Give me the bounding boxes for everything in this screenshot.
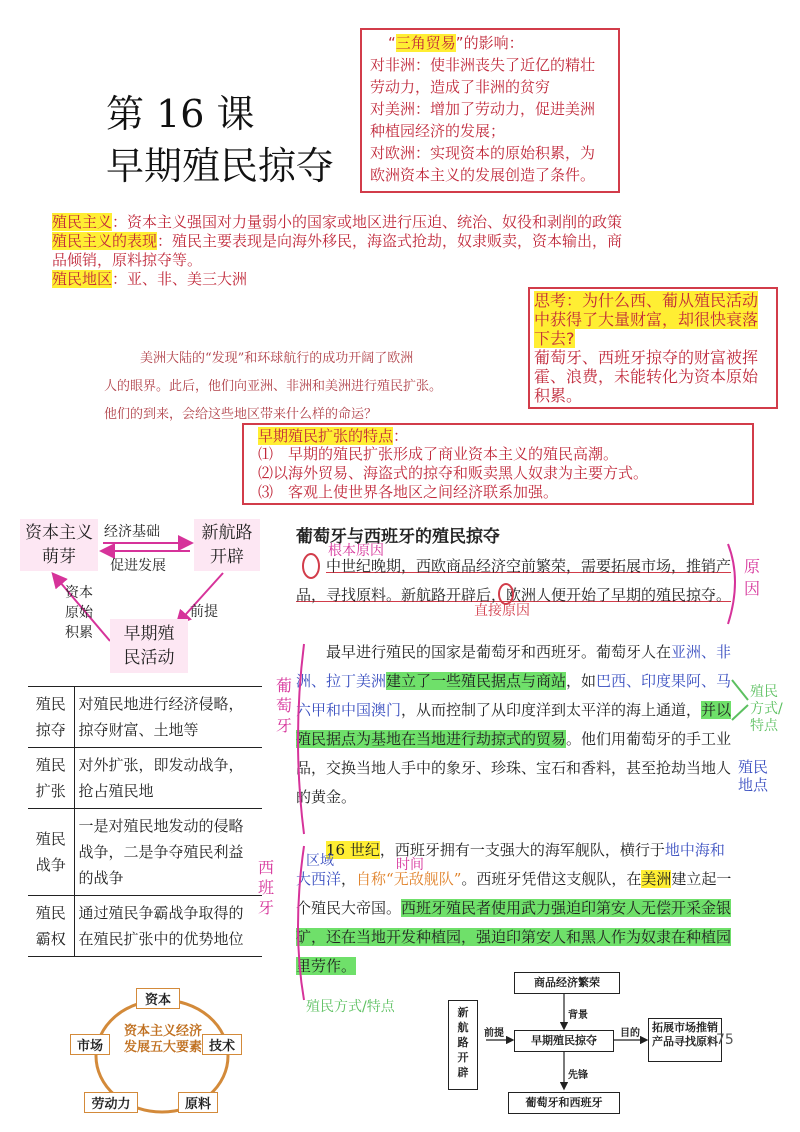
cycle-node-new-route <box>194 519 260 571</box>
impact-line: 种植园经济的发展； <box>370 122 506 140</box>
annotation-root-cause: 根本原因 <box>328 543 384 559</box>
impact-line: 对美洲：增加了劳动力，促进美洲 <box>370 100 596 118</box>
p3-time: 16 世纪 <box>326 841 380 859</box>
flow-center: 早期殖民掠夺 <box>514 1030 614 1052</box>
p2-highlight-outposts: 建立了一些殖民据点与商站 <box>386 672 567 690</box>
impact-line: 对欧洲：实现资本的原始积累，为 <box>370 144 596 162</box>
intro-line: 人的眼界。此后，他们向亚洲、非洲和美洲进行殖民扩张。 <box>104 379 443 394</box>
annotation-spain: 西班牙 <box>258 858 275 917</box>
intro-line: 他们的到来，会给这些地区带来什么样的命运？ <box>104 407 378 422</box>
p3-seas: 地中海和大西洋 <box>296 841 725 888</box>
table-desc: 通过殖民争霸战争取得的在殖民扩张中的优势地位 <box>74 896 262 957</box>
terms-table <box>28 686 262 957</box>
label-premise: 前提 <box>190 604 218 620</box>
definition-text: ：亚、非、美三大洲 <box>112 270 248 288</box>
factor-technology: 技术 <box>202 1034 242 1055</box>
cycle-node-capitalism <box>20 519 98 571</box>
think-question <box>534 291 772 348</box>
cycle-node-capitalism-label: 资本主义萌芽 <box>25 523 93 567</box>
page-number: 75 <box>716 1032 734 1048</box>
features-box <box>242 423 754 505</box>
p3-text-a: ，西班牙拥有一支强大的海军舰队，横行于 <box>379 841 665 859</box>
definition-text: ：殖民主要表现是向海外移民，海盗式抢劫，奴隶贩卖，资本输出，商 <box>157 232 623 250</box>
annotation-time: 时间 <box>396 857 424 873</box>
factors-center: 资本主义经济发展五大要素 <box>123 1024 202 1055</box>
think-box <box>528 287 778 409</box>
paragraph-2 <box>296 638 732 812</box>
method-mark <box>732 680 748 720</box>
features-heading-colon: ： <box>393 427 409 445</box>
factor-raw-materials: 原料 <box>178 1092 218 1113</box>
definition-term: 殖民主义的表现 <box>52 232 158 250</box>
definitions <box>52 213 772 289</box>
flow-right: 拓展市场推销产品寻找原料 <box>648 1018 722 1062</box>
definition-text: 品倾销，原料掠夺等。 <box>52 251 203 269</box>
definition-text: ：资本主义强国对力量弱小的国家或地区进行压迫、统治、奴役和剥削的政策 <box>112 213 623 231</box>
impact-heading-highlight: 三角贸易 <box>395 34 456 52</box>
definition-line <box>52 213 772 232</box>
annotation-region: 区域 <box>306 853 334 869</box>
impact-line: 欧洲资本主义的发展创造了条件。 <box>370 166 596 184</box>
section-heading: 葡萄牙与西班牙的殖民掠夺 <box>296 527 500 547</box>
flow-left <box>448 1000 478 1090</box>
flow-label-background: 背景 <box>568 1010 588 1021</box>
p3-fleet: 自称“无敌舰队” <box>356 870 462 888</box>
p2-text-f: 。他们用葡萄牙的手工业品，交换当地人手中的象牙、珍珠、宝石和香料，甚至抢劫当地人的黄金。 <box>296 730 732 806</box>
flow-left-label: 新航路开辟 <box>457 1006 469 1079</box>
cycle-node-colonial-label: 早期殖民活动 <box>123 624 175 668</box>
impact-heading-post: ”的影响： <box>455 34 524 52</box>
flow-bottom: 葡萄牙和西班牙 <box>508 1092 620 1114</box>
table-row <box>28 809 262 896</box>
impact-heading-pre: “ <box>388 34 396 52</box>
flow-label-purpose: 目的 <box>620 1028 640 1039</box>
p2-places-1: 亚洲、非洲、拉丁美洲 <box>296 643 732 690</box>
intro-paragraph <box>104 345 524 429</box>
annotation-cause: 原因 <box>744 557 761 598</box>
flow-top: 商品经济繁荣 <box>514 972 620 994</box>
feature-item: ⑶ 客观上使世界各地区之间经济联系加强。 <box>258 483 559 501</box>
annotation-colony-place: 殖民地点 <box>738 758 769 794</box>
features-heading-text: 早期殖民扩张的特点 <box>258 427 394 445</box>
label-economic-base: 经济基础 <box>104 524 160 540</box>
definition-line <box>52 251 772 270</box>
cycle-node-new-route-label: 新航路开辟 <box>201 523 253 567</box>
features-heading <box>258 427 738 445</box>
p3-text-d: 建立起一个殖民大帝国。 <box>296 870 732 917</box>
factor-market: 市场 <box>70 1034 110 1055</box>
p3-highlight-methods: 西班牙殖民者使用武力强迫印第安人无偿开采金银矿，还在当地开发种植园，强迫印第安人和黑人作为奴隶在种植园里劳作。 <box>296 899 732 975</box>
annotation-direct-cause: 直接原因 <box>474 603 530 619</box>
flow-chart <box>448 970 738 1120</box>
five-factors-diagram <box>66 986 256 1126</box>
feature-item: ⑵以海外贸易、海盗式的掠夺和贩卖黑人奴隶为主要方式。 <box>258 464 649 482</box>
table-term: 殖民霸权 <box>28 896 74 957</box>
flow-label-pioneer: 先锋 <box>568 1070 588 1081</box>
paragraph-3 <box>296 836 732 981</box>
paragraph-1-text: 中世纪晚期，西欧商品经济空前繁荣，需要拓展市场，推销产品，寻找原料。新航路开辟后，欧洲人便开始了早期的殖民掠夺。 <box>296 557 732 604</box>
flow-label-premise: 前提 <box>484 1028 504 1039</box>
p2-highlight-trade: 并以殖民据点为基地在当地进行劫掠式的贸易 <box>296 701 732 748</box>
lesson-number: 第 16 课 <box>106 92 255 136</box>
definition-term: 殖民地区 <box>52 270 113 288</box>
cycle-node-colonial <box>110 619 188 673</box>
p2-text-c: ，如 <box>566 672 597 690</box>
impact-line: 劳动力，造成了非洲的贫穷 <box>370 78 551 96</box>
factor-capital: 资本 <box>136 988 180 1009</box>
annotation-method-2: 殖民方式/特点 <box>306 999 395 1015</box>
table-term: 殖民掠夺 <box>28 687 74 748</box>
think-question-text: 思考：为什么西、葡从殖民活动中获得了大量财富，却很快衰落下去? <box>534 291 759 348</box>
p2-places-2: 巴西、印度果阿、马六甲和中国澳门 <box>296 672 732 719</box>
triangle-trade-impact-box <box>360 28 620 193</box>
p2-text-a: 最早进行殖民的国家是葡萄牙和西班牙。葡萄牙人在 <box>326 643 672 661</box>
definition-term: 殖民主义 <box>52 213 113 231</box>
cycle-diagram <box>18 513 278 683</box>
feature-item: ⑴ 早期的殖民扩张形成了商业资本主义的殖民高潮。 <box>258 445 619 463</box>
table-desc: 对殖民地进行经济侵略，掠夺财富、土地等 <box>74 687 262 748</box>
factor-labor: 劳动力 <box>84 1092 138 1113</box>
table-row <box>28 687 262 748</box>
p3-text-c: 。西班牙凭借这支舰队，在 <box>461 870 642 888</box>
impact-line: 对非洲：使非洲丧失了近亿的精壮 <box>370 56 596 74</box>
annotation-method: 殖民方式/特点 <box>750 684 783 734</box>
p3-place: 美洲 <box>641 870 672 888</box>
table-term: 殖民扩张 <box>28 748 74 809</box>
table-row <box>28 748 262 809</box>
annotation-portugal: 葡萄牙 <box>276 676 293 735</box>
table-desc: 对外扩张，即发动战争，抢占殖民地 <box>74 748 262 809</box>
table-desc: 一是对殖民地发动的侵略战争，二是争夺殖民利益的战争 <box>74 809 262 896</box>
impact-heading <box>370 32 610 54</box>
p3-text-b: ， <box>341 870 357 888</box>
think-answer: 葡萄牙、西班牙掠夺的财富被挥霍、浪费，未能转化为资本原始积累。 <box>534 348 759 405</box>
p2-text-d: ，从而控制了从印度洋到太平洋的海上通道， <box>401 701 702 719</box>
table-row <box>28 896 262 957</box>
definition-line <box>52 232 772 251</box>
table-term: 殖民战争 <box>28 809 74 896</box>
label-accumulation: 资本原始积累 <box>65 585 93 641</box>
label-promote: 促进发展 <box>110 558 166 574</box>
lesson-title: 早期殖民掠夺 <box>106 144 335 188</box>
intro-line: 美洲大陆的“发现”和环球航行的成功开阔了欧洲 <box>140 351 414 366</box>
